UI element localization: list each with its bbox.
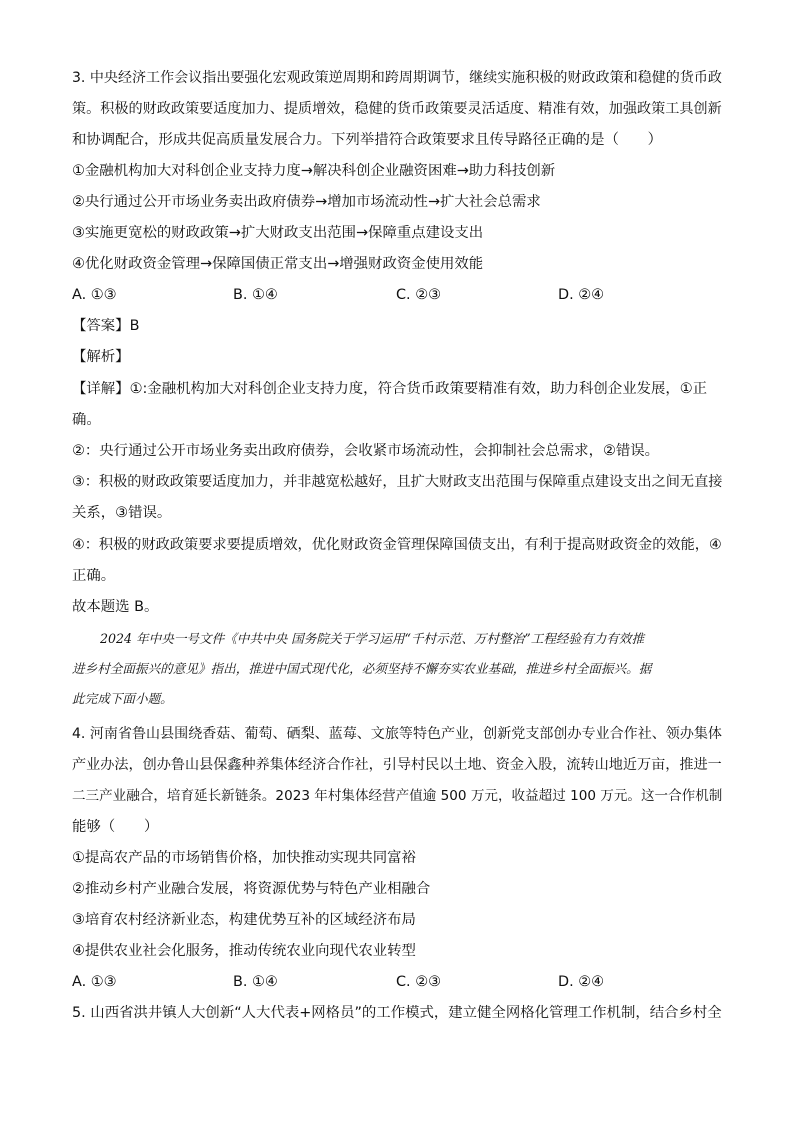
q3-conclusion: 故本题选 B。	[72, 599, 159, 615]
intro-line: 进乡村全面振兴的意见》指出，推进中国式现代化，必须坚持不懈夯实农业基础，推进乡村全面振兴。据	[72, 661, 652, 676]
q3-analysis-line: 正确。	[72, 568, 116, 584]
q3-analysis-line: ④：积极的财政政策要求要提质增效，优化财政资金管理保障国债支出，有利于提高财政资金的效能，④	[72, 537, 722, 553]
q3-analysis-line: 关系，③错误。	[72, 505, 172, 521]
q4-option-b: B. ①④	[233, 974, 278, 990]
q3-option-b: B. ①④	[233, 287, 278, 303]
q3-item: ③实施更宽松的财政政策→扩大财政支出范围→保障重点建设支出	[72, 225, 484, 241]
q3-option-a: A. ①③	[72, 287, 117, 303]
q3-analysis-line: 确。	[72, 412, 101, 428]
q3-item: ①金融机构加大对科创企业支持力度→解决科创企业融资困难→助力科技创新	[72, 163, 556, 179]
q4-stem-line: 4. 河南省鲁山县围绕香菇、葡萄、硒梨、蓝莓、文旅等特色产业，创新党支部创办专业合作社、领办集体	[72, 726, 722, 742]
q3-analysis-line: 【详解】①:金融机构加大对科创企业支持力度，符合货币政策要精准有效，助力科创企业发展，①正	[72, 381, 708, 397]
q4-item: ①提高农产品的市场销售价格，加快推动实现共同富裕	[72, 850, 416, 866]
q4-item: ④提供农业社会化服务，推动传统农业向现代农业转型	[72, 943, 416, 959]
q3-item: ②央行通过公开市场业务卖出政府债券→增加市场流动性→扩大社会总需求	[72, 194, 541, 210]
q4-option-d: D. ②④	[558, 974, 605, 990]
q5-stem-line: 5. 山西省洪井镇人大创新“人大代表+网格员”的工作模式，建立健全网格化管理工作机制，结合乡村全	[72, 1005, 722, 1021]
q3-stem-line: 策。积极的财政政策要适度加力、提质增效，稳健的货币政策要灵活适度、精准有效，加强政策工具创新	[72, 101, 722, 117]
q3-answer: 【答案】B	[72, 318, 140, 334]
q3-stem-line: 3. 中央经济工作会议指出要强化宏观政策逆周期和跨周期调节，继续实施积极的财政政策和稳健的货币政	[72, 70, 722, 86]
q3-item: ④优化财政资金管理→保障国债正常支出→增强财政资金使用效能	[72, 256, 484, 272]
q4-stem-line: 二三产业融合，培育延长新链条。2023 年村集体经营产值逾 500 万元，收益超过 100 万元。这一合作机制	[72, 788, 723, 804]
q4-stem-line: 产业办法，创办鲁山县保鑫种养集体经济合作社，引导村民以土地、资金入股，流转山地近万亩，推进一	[72, 757, 722, 773]
q3-analysis-label: 【解析】	[72, 349, 130, 365]
q3-option-c: C. ②③	[396, 287, 441, 303]
q3-analysis-line: ③：积极的财政政策要适度加力，并非越宽松越好，且扩大财政支出范围与保障重点建设支出之间无直接	[72, 474, 723, 490]
q4-option-a: A. ①③	[72, 974, 117, 990]
intro-line: 此完成下面小题。	[72, 691, 173, 706]
q3-analysis-line: ②：央行通过公开市场业务卖出政府债券，会收紧市场流动性，会抑制社会总需求，②错误。	[72, 443, 660, 459]
q4-stem-line: 能够（ ）	[72, 819, 159, 835]
q4-item: ②推动乡村产业融合发展，将资源优势与特色产业相融合	[72, 881, 431, 897]
q3-stem-line: 和协调配合，形成共促高质量发展合力。下列举措符合政策要求且传导路径正确的是（ ）	[72, 132, 663, 148]
q4-item: ③培育农村经济新业态，构建优势互补的区域经济布局	[72, 912, 416, 928]
q3-option-d: D. ②④	[558, 287, 605, 303]
intro-line: 2024 年中央一号文件《中共中央 国务院关于学习运用“千村示范、万村整治”工程经验有力有效推	[100, 631, 645, 646]
q4-option-c: C. ②③	[396, 974, 441, 990]
